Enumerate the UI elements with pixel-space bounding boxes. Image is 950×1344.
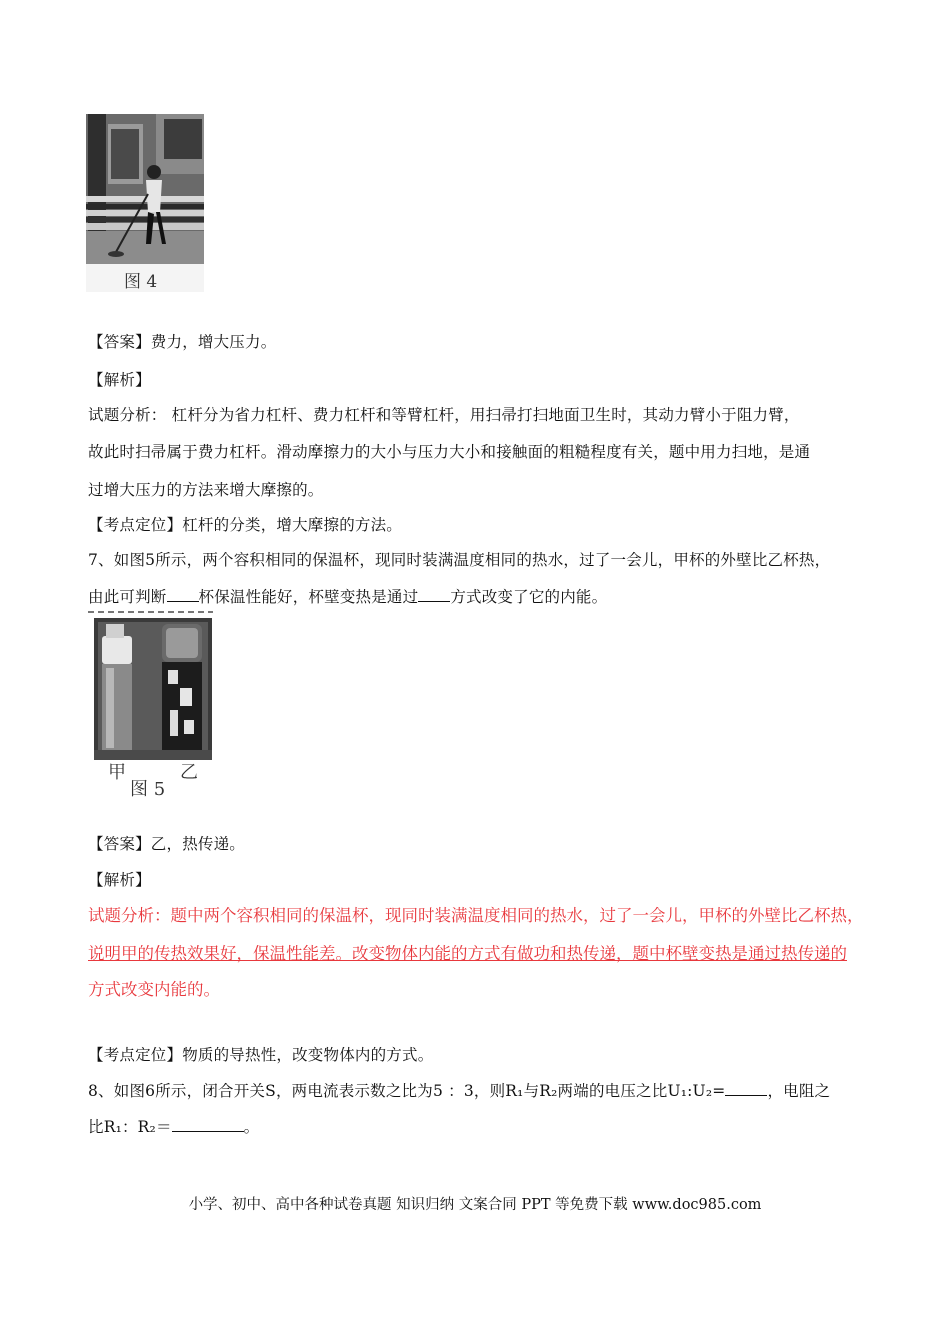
q6-kaodian: 【考点定位】杠杆的分类，增大摩擦的方法。 (88, 516, 403, 534)
q7-text-b: 杯保温性能好，杯壁变热是通过 (198, 588, 419, 606)
q7-analysis-line-3: 方式改变内能的。 (88, 980, 220, 999)
q8-question-line-2 (88, 1115, 259, 1137)
q6-analysis-title: 【解析】 (88, 371, 151, 389)
sweeping-person-image (86, 114, 204, 292)
figure-4-photo (86, 114, 204, 292)
q8-text-b: ，电阻之 (767, 1082, 831, 1100)
q7-analysis-line-1: 试题分析：题中两个容积相同的保温杯，现同时装满温度相同的热水，过了一会儿，甲杯的外壁比乙杯热， (88, 906, 864, 925)
q8-blank-2[interactable] (172, 1117, 244, 1132)
q6-analysis-line-2: 故此时扫帚属于费力杠杆。滑动摩擦力的大小与压力大小和接触面的粗糙程度有关，题中用力扫地，是通 (88, 443, 811, 461)
q7-question-line-2 (88, 585, 607, 607)
q8-text-c: 比R₁：R₂＝ (88, 1118, 172, 1136)
q7-question-line-1: 7、如图5所示，两个容积相同的保温杯，现同时装满温度相同的热水，过了一会儿，甲杯的外壁比乙杯热， (88, 551, 831, 569)
figure-5-label-yi: 乙 (180, 762, 198, 783)
q6-analysis-line-3: 过增大压力的方法来增大摩擦的。 (88, 481, 324, 499)
figure-5-photo (88, 610, 220, 800)
q7-kaodian: 【考点定位】物质的导热性，改变物体内的方式。 (88, 1046, 434, 1064)
q7-answer: 【答案】乙，热传递。 (88, 835, 246, 853)
q8-text-d: 。 (243, 1118, 260, 1136)
q7-analysis-title: 【解析】 (88, 871, 151, 889)
q6-answer: 【答案】费力，增大压力。 (88, 333, 277, 351)
q8-text-a: 8、如图6所示，闭合开关S，两电流表示数之比为5 ：3，则R₁与R₂两端的电压之比U₁:U₂= (88, 1082, 726, 1100)
figure-4-caption: 图 4 (124, 272, 158, 292)
figure-5-label-jia: 甲 (108, 762, 126, 783)
q8-blank-1[interactable] (725, 1081, 767, 1096)
q7-blank-2[interactable] (418, 587, 450, 602)
figure-5-caption: 图 5 (130, 779, 166, 800)
q7-text-c: 方式改变了它的内能。 (450, 588, 608, 606)
page-footer: 小学、初中、高中各种试卷真题 知识归纳 文案合同 PPT 等免费下载 www.doc985.com (188, 1197, 762, 1213)
q7-text-a: 由此可判断 (88, 588, 167, 606)
q7-blank-1[interactable] (167, 587, 199, 602)
q8-question-line-1 (88, 1079, 830, 1101)
q6-analysis-line-1: 试题分析： 杠杆分为省力杠杆、费力杠杆和等臂杠杆，用扫帚打扫地面卫生时，其动力臂小于阻力臂， (88, 406, 800, 424)
q7-analysis-line-2: 说明甲的传热效果好，保温性能差。改变物体内能的方式有做功和热传递，题中杯壁变热是通过热传递的 (88, 944, 847, 963)
